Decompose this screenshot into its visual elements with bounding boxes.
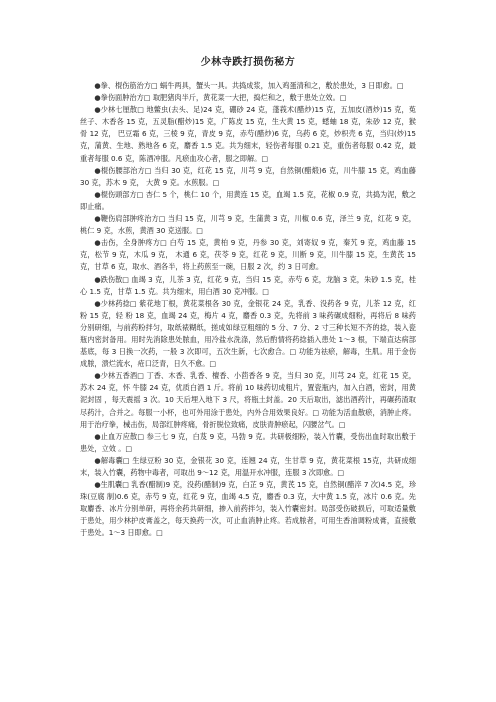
bullet-icon: ● xyxy=(94,371,101,381)
paragraph-face-swelling xyxy=(80,92,416,104)
paragraph-text: 止血万应散□ 参三七 9 克，白芨 9 克，马勃 9 克。共研极细粉，装入竹囊，受伤出血时取出敷于患处，立效 。□ xyxy=(80,431,416,453)
paragraph-text: 棍伤腰部治方□ 当归 30 克，红花 15 克，川芎 9 克，自然铜(醋煅)6 克，川牛膝 15 克，鸡血藤 30 克，苏木 9 克， 大黄 9 克。水煎服。□ xyxy=(80,165,416,187)
paragraph-five-fragrance-wine xyxy=(80,370,416,430)
bullet-icon: ● xyxy=(94,81,101,90)
paragraph-text: 跌伤散□ 血竭 3 克，儿茶 3 克，红花 9 克，当归 15 克，赤芍 6 克，龙脑 3 克，朱砂 1.5 克，桂心 1.5 克，甘草 1.5 克。共为细末，用白酒 30 克冲服。□ xyxy=(80,274,416,296)
paragraph-hemostatic-powder xyxy=(80,431,416,455)
paragraph-qigong-injury xyxy=(80,80,416,92)
paragraph-text: 少林五香酒□ 丁香、木香、乳香、檀香、小茴香各 9 克，当归 30 克，川芎 24 克，红花 15 克，苏木 24 克，怀 牛膝 24 克，优质白酒 1 斤。将前 10 味药切成粗片，置瓷瓶内，加入白酒，密封，用黄泥封固 ，每天震摇 3 次。10 天后埋入地下 3 尺，将瓶土封盖。20 天后取出，滤出酒药汁，再碾药渣取尽药汁，合并之。每服一小杯，也可外用涂于患处，内外合用效果良好。□ 功能为活血散瘀，消肿止疼。用于治疗拳，械击伤，局部红肿疼痛，骨折脱位致痛，皮肤青肿瘀起，闪腰岔气。□ xyxy=(80,371,416,429)
bullet-icon: ● xyxy=(94,480,101,490)
paragraph-text: 少林药捻□ 紫花地丁根，黄花菜根各 30 克，金银花 24 克，乳香、没药各 9 克，儿茶 12 克，红粉 15 克，轻 粉 18 克，血竭 24 克，梅片 4 克，麝香 0.3 克，先将前 3 味药碾成细粉，再将后 8 味药分别研细，与前药粉拌匀，取纸裱糊纸，搓成如绿豆粗细的 5 分、7 分、2 寸三种长短不齐的捻，装入瓷 瓶内密封备用。用时先消除患处脓血，用冷盐水洗涤，然后酌情将药捻插入患处 1～3 根，下端直达病部基底，每 3 日换一次药，一般 3 次即可，五次生新，七次愈合。□ 功能为祛瘀，解毒，生肌。用于金伤成脓，溃烂流水，疮口泛青，日久不愈。□ xyxy=(80,298,416,369)
paragraph-detox-pouch xyxy=(80,455,416,479)
paragraph-shoulder-injury xyxy=(80,213,416,237)
paragraph-qili-powder xyxy=(80,104,416,164)
bullet-icon: ● xyxy=(94,189,101,199)
paragraph-text: 少林七厘散□ 地鳖虫(去头、足)24 克，硼砂 24 克，蓬莪术(醋炒)15 克，五加皮(酒炒)15 克，菟丝子、木香各 15 克，五灵脂(醋炒)15 克，广陈皮 15 克，生大黄 15 克，蟋蚰 18 克，朱砂 12 克，猴骨 12 克， 巴豆霜 6 克，三棱 9 克，青皮 9 克，赤芍(醋炒)6 克，乌药 6 克，炒枳壳 6 克，当归(炒)15 克，蒲黄、生地、熟地各 6 克，麝香 1.5 克。共为细末，轻伤者每服 0.21 克，重伤者每服 0.42 克，最 重者每服 0.6 克，陈酒冲服。凡瘀血攻心者，服之即解。□ xyxy=(80,105,416,163)
paragraph-head-injury xyxy=(80,189,416,213)
paragraph-text: 生肌囊□ 乳香(醋制)9 克，没药(醋制)9 克，白芷 9 克，黄芪 15 克，自然铜(醋淬 7 次)4.5 克，珍珠(豆腐 制)0.6 克，赤芍 9 克，红花 9 克，血竭 4.5 克，麝香 0.3 克，大中黄 1.5 克，冰片 0.6 克。先取麝香、冰片分别单研，再将余药共研细，掺入前药拌匀，装入竹囊密封。局部受伤破损后，可取适量敷于患处，用少林护皮膏盖之，每天换药一次，可止血消肿止疼。若成脓者，可用生香油调粉成膏，直接敷于患处。1～3 日即愈。□ xyxy=(80,480,417,538)
paragraph-body-pain xyxy=(80,237,416,273)
paragraph-medicine-wick xyxy=(80,298,416,371)
bullet-icon: ● xyxy=(94,455,101,465)
bullet-icon: ● xyxy=(94,214,101,224)
bullet-icon: ● xyxy=(94,93,101,103)
paragraph-text: 拳、棍伤筋治方□ 蜗牛两具，蟹头一具。共捣成浆，加入鸡蛋清和之，敷於患处，3 日即愈。□ xyxy=(100,81,404,90)
paragraph-tissue-regen-pouch xyxy=(80,479,416,539)
paragraph-text: 鞭伤肩部肿疼治方□ 当归 15 克，川芎 9 克，生蒲黄 3 克，川椒 0.6 克，泽兰 9 克，红花 9 克，桃仁 9 克，水煎，黄酒 30 克送服。□ xyxy=(80,214,416,236)
bullet-icon: ● xyxy=(94,431,101,441)
bullet-icon: ● xyxy=(94,274,101,284)
paragraph-waist-injury xyxy=(80,165,416,189)
paragraph-text: 解毒囊□ 生绿豆粉 30 克，金银花 30 克，连翘 24 克，生甘草 9 克，黄花菜根 15克，共研成细末，装入竹囊，药物中毒者，可取出 9～12 克，用温开水冲服，连服 3 次即愈。□ xyxy=(80,455,416,477)
paragraph-text: 拳伤面肿治方□ 取肥猪肉半斤，黄花菜一大把，捣烂和之，敷于患处立效。□ xyxy=(100,93,347,103)
paragraph-text: 击伤，全身肿疼方□ 白芍 15 克，黄柏 9 克，丹参 30 克，刘寄奴 9 克，秦艽 9 克，鸡血藤 15 克，松节 9 克，木瓜 9 克， 木通 6 克，茯苓 9 克，红花 9 克，川断 9 克，川牛膝 15 克，生黄芪 15 克，甘草 6 克，取水、酒各半，将上药煎至一碗，日服 2 次，约 3 日可愈。 xyxy=(80,238,416,272)
paragraph-text: 棍伤頭部方□ 杏仁 5 个，桃仁 10 个，用黄连 15 克，血竭 1.5 克，花椒 0.9 克，共捣为泥，敷之即止痛。 xyxy=(80,189,417,211)
bullet-icon: ● xyxy=(94,298,101,308)
document-title: 少林寺跌打损伤秘方 xyxy=(200,57,296,68)
document-body xyxy=(80,80,416,540)
paragraph-fall-powder xyxy=(80,274,416,298)
bullet-icon: ● xyxy=(94,165,101,175)
bullet-icon: ● xyxy=(94,238,101,248)
bullet-icon: ● xyxy=(94,105,101,115)
